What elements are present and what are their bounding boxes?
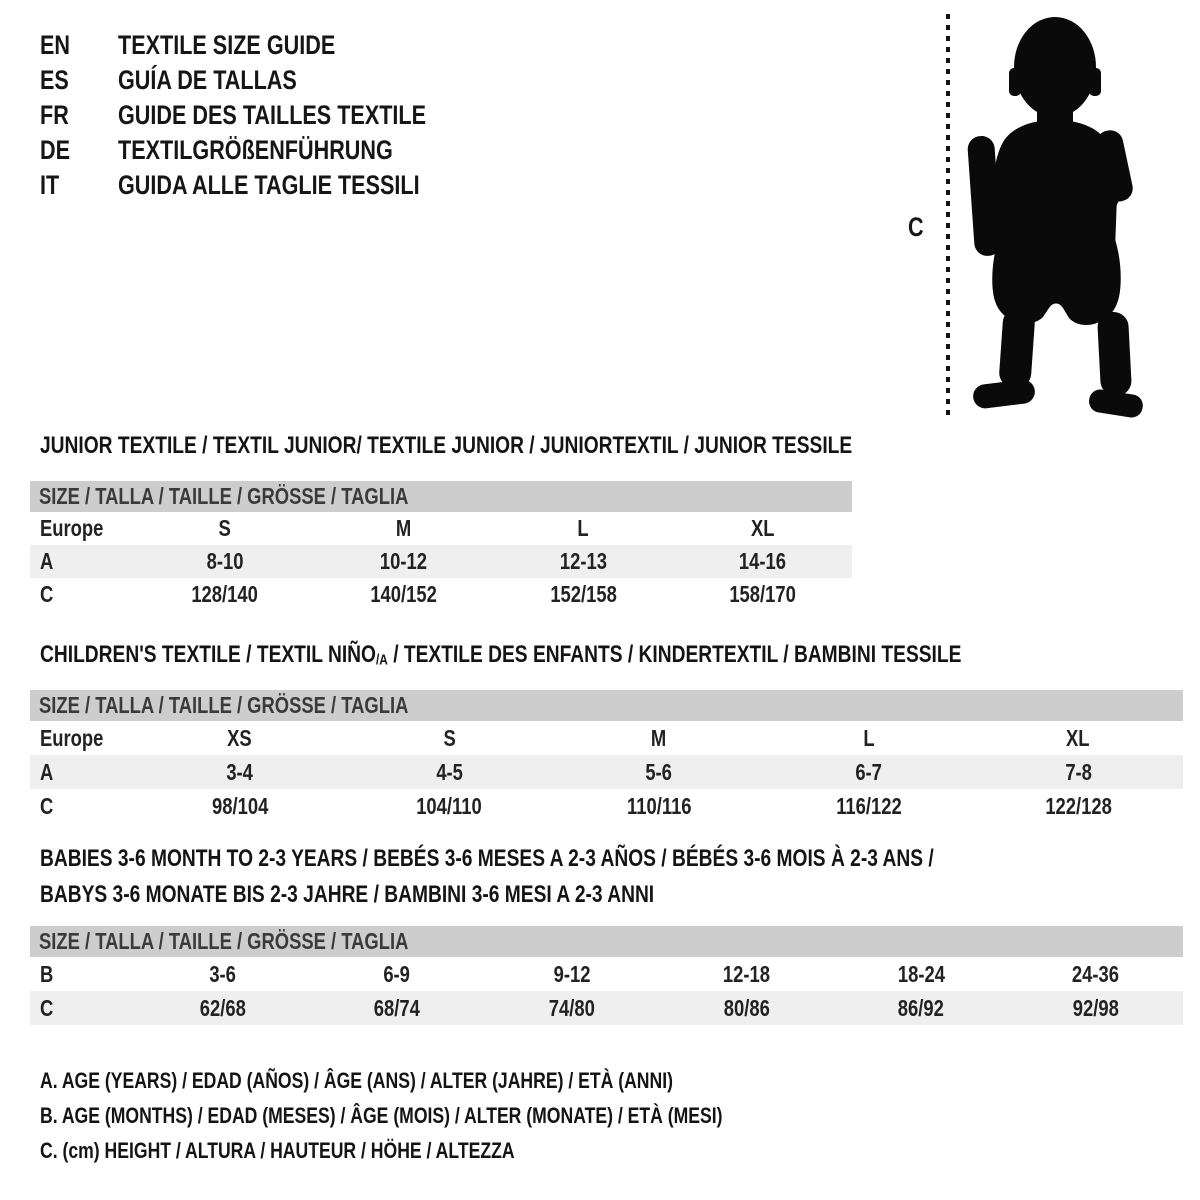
- value-cell: [1008, 995, 1183, 1022]
- value-cell-text: 104/110: [416, 792, 483, 819]
- size-cell: [494, 515, 673, 542]
- size-header-text: SIZE / TALLA / TAILLE / GRÖSSE / TAGLIA: [39, 928, 409, 954]
- value-cell-text: 62/68: [199, 994, 246, 1021]
- value-cell-text: 12-18: [722, 960, 770, 987]
- size-cell-text: M: [396, 515, 412, 541]
- language-label: [118, 100, 503, 131]
- size-cell: [973, 725, 1183, 752]
- language-label-text: TEXTILE SIZE GUIDE: [118, 30, 336, 60]
- size-cell-text: M: [651, 724, 667, 751]
- language-guide-list: [40, 28, 503, 203]
- value-cell: [1008, 961, 1183, 988]
- language-code-text: EN: [40, 30, 71, 60]
- size-cell: [314, 515, 493, 542]
- table-row-c: [30, 789, 1183, 823]
- language-code: [40, 100, 118, 131]
- language-label: [118, 170, 495, 201]
- row-label-text: A: [40, 548, 54, 574]
- value-cell: [973, 793, 1183, 820]
- value-cell: [135, 961, 310, 988]
- value-cell-text: 158/170: [729, 581, 796, 607]
- legend-line-c-text: C. (cm) HEIGHT / ALTURA / HAUTEUR / HÖHE / ALTEZZA: [40, 1138, 515, 1163]
- table-row-c: [30, 578, 852, 611]
- row-label: [30, 995, 135, 1022]
- row-label-text: C: [40, 581, 54, 607]
- language-row-en: [40, 28, 503, 63]
- babies-section-title-line2-text: BABYS 3-6 MONATE BIS 2-3 JAHRE / BAMBINI 3-6 MESI A 2-3 ANNI: [40, 881, 655, 908]
- value-cell-text: 3-4: [226, 758, 254, 785]
- children-size-table: [30, 690, 1183, 823]
- toddler-silhouette-icon: [965, 12, 1143, 418]
- row-label: [30, 725, 135, 752]
- babies-section-title-line1: [40, 845, 1157, 872]
- value-cell-text: 5-6: [645, 758, 673, 785]
- size-header-row: [30, 481, 852, 512]
- value-cell: [659, 995, 834, 1022]
- size-cell: [554, 725, 764, 752]
- value-cell: [554, 793, 764, 820]
- size-cell: [673, 515, 852, 542]
- table-row-a: [30, 755, 1183, 789]
- value-cell: [764, 793, 974, 820]
- value-cell: [314, 548, 493, 575]
- value-cell: [673, 581, 852, 608]
- height-figure: [900, 8, 1190, 422]
- children-title-subscript: /A: [375, 652, 388, 669]
- value-cell-text: 68/74: [373, 994, 421, 1021]
- row-label-text: A: [40, 758, 54, 785]
- value-cell-text: 12-13: [559, 548, 607, 574]
- value-cell-text: 128/140: [191, 581, 258, 607]
- junior-section-title: [40, 432, 1055, 459]
- height-measure-label-text: C: [908, 212, 924, 242]
- legend-line-c: [40, 1138, 633, 1164]
- value-cell-text: 6-9: [383, 960, 411, 987]
- children-section-title-text: [40, 641, 961, 675]
- value-cell: [494, 548, 673, 575]
- babies-size-table: [30, 926, 1183, 1025]
- row-label-text: B: [40, 960, 54, 987]
- language-code: [40, 170, 118, 201]
- value-cell-text: 98/104: [211, 792, 268, 819]
- language-label: [118, 30, 390, 61]
- size-cell-text: XS: [227, 724, 253, 751]
- value-cell-text: 10-12: [380, 548, 428, 574]
- value-cell-text: 74/80: [548, 994, 595, 1021]
- value-cell-text: 6-7: [855, 758, 882, 785]
- language-code-text: IT: [40, 170, 60, 200]
- language-code-text: ES: [40, 65, 69, 95]
- value-cell-text: 122/128: [1044, 792, 1112, 819]
- value-cell-text: 152/158: [549, 581, 617, 607]
- legend-line-a: [40, 1068, 831, 1094]
- value-cell: [494, 581, 673, 608]
- table-row-europe: [30, 512, 852, 545]
- value-cell: [135, 995, 310, 1022]
- language-code-text: DE: [40, 135, 71, 165]
- size-cell-text: XL: [1066, 724, 1090, 751]
- size-cell-text: XL: [750, 515, 775, 541]
- value-cell: [834, 961, 1009, 988]
- language-label-text: GUIDE DES TAILLES TEXTILE: [118, 100, 427, 130]
- value-cell: [484, 995, 659, 1022]
- value-cell: [135, 581, 314, 608]
- row-label-text: C: [40, 792, 54, 819]
- table-row-a: [30, 545, 852, 578]
- size-cell: [764, 725, 974, 752]
- junior-section-title-text: JUNIOR TEXTILE / TEXTIL JUNIOR/ TEXTILE JUNIOR / JUNIORTEXTIL / JUNIOR TESSILE: [40, 432, 853, 459]
- row-label: [30, 548, 135, 575]
- value-cell-text: 92/98: [1072, 994, 1119, 1021]
- value-cell: [135, 793, 345, 820]
- value-cell: [345, 793, 555, 820]
- value-cell: [310, 995, 485, 1022]
- language-code: [40, 135, 118, 166]
- language-code: [40, 65, 118, 96]
- size-cell-text: S: [218, 515, 231, 541]
- value-cell-text: 18-24: [897, 960, 945, 987]
- row-label: [30, 793, 135, 820]
- legend-line-b: [40, 1103, 893, 1129]
- size-cell-text: S: [443, 724, 456, 751]
- language-label-text: TEXTILGRÖßENFÜHRUNG: [118, 135, 393, 165]
- value-cell-text: 110/116: [626, 792, 692, 819]
- value-cell: [310, 961, 485, 988]
- language-row-de: [40, 133, 503, 168]
- value-cell: [135, 759, 345, 786]
- row-label-text: Europe: [40, 724, 104, 751]
- babies-section-title-line1-text: BABIES 3-6 MONTH TO 2-3 YEARS / BEBÉS 3-6 MESES A 2-3 AÑOS / BÉBÉS 3-6 MOIS À 2-3 ANS /: [40, 845, 934, 872]
- row-label: [30, 759, 135, 786]
- value-cell: [345, 759, 555, 786]
- value-cell-text: 4-5: [436, 758, 463, 785]
- table-row-europe: [30, 721, 1183, 755]
- legend-line-b-text: B. AGE (MONTHS) / EDAD (MESES) / ÂGE (MOIS) / ALTER (MONATE) / ETÀ (MESI): [40, 1103, 723, 1128]
- value-cell-text: 80/86: [723, 994, 770, 1021]
- height-dashed-line: [946, 14, 950, 418]
- value-cell-text: 3-6: [209, 960, 236, 987]
- row-label-text: Europe: [40, 515, 104, 541]
- size-header-text: SIZE / TALLA / TAILLE / GRÖSSE / TAGLIA: [39, 483, 409, 509]
- language-code-text: FR: [40, 100, 69, 130]
- value-cell-text: 116/122: [835, 792, 902, 819]
- size-cell: [135, 725, 345, 752]
- language-row-es: [40, 63, 503, 98]
- value-cell: [135, 548, 314, 575]
- value-cell-text: 9-12: [553, 960, 591, 987]
- value-cell-text: 140/152: [370, 581, 438, 607]
- value-cell-text: 14-16: [738, 548, 786, 574]
- value-cell: [834, 995, 1009, 1022]
- language-label-text: GUIDA ALLE TAGLIE TESSILI: [118, 170, 420, 200]
- table-row-b: [30, 957, 1183, 991]
- value-cell: [764, 759, 974, 786]
- language-label-text: GUÍA DE TALLAS: [118, 65, 297, 95]
- size-header-text: SIZE / TALLA / TAILLE / GRÖSSE / TAGLIA: [39, 692, 409, 718]
- value-cell: [314, 581, 493, 608]
- children-section-title: [40, 641, 1192, 675]
- language-row-it: [40, 168, 503, 203]
- language-label: [118, 135, 462, 166]
- babies-section-title-line2: [40, 881, 808, 908]
- size-cell-text: L: [577, 515, 589, 541]
- language-code: [40, 30, 118, 61]
- value-cell: [554, 759, 764, 786]
- junior-size-table: [30, 481, 852, 611]
- legend-line-a-text: A. AGE (YEARS) / EDAD (AÑOS) / ÂGE (ANS) / ALTER (JAHRE) / ETÀ (ANNI): [40, 1068, 673, 1093]
- value-cell: [673, 548, 852, 575]
- children-title-prefix: CHILDREN'S TEXTILE / TEXTIL NIÑO: [40, 641, 376, 668]
- value-cell-text: 86/92: [897, 994, 945, 1021]
- size-header-row: [30, 926, 1183, 957]
- value-cell: [973, 759, 1183, 786]
- value-cell-text: 7-8: [1064, 758, 1092, 785]
- value-cell: [659, 961, 834, 988]
- size-cell-text: L: [862, 724, 875, 751]
- table-row-c: [30, 991, 1183, 1025]
- value-cell-text: 24-36: [1072, 960, 1120, 987]
- row-label-text: C: [40, 994, 54, 1021]
- height-measure-label: [908, 212, 928, 243]
- children-title-suffix: / TEXTILE DES ENFANTS / KINDERTEXTIL / BAMBINI TESSILE: [387, 641, 962, 668]
- row-label: [30, 961, 135, 988]
- language-label: [118, 65, 342, 96]
- size-cell: [345, 725, 555, 752]
- size-cell: [135, 515, 314, 542]
- value-cell: [484, 961, 659, 988]
- row-label: [30, 515, 135, 542]
- row-label: [30, 581, 135, 608]
- size-header-row: [30, 690, 1183, 721]
- language-row-fr: [40, 98, 503, 133]
- value-cell-text: 8-10: [206, 548, 244, 574]
